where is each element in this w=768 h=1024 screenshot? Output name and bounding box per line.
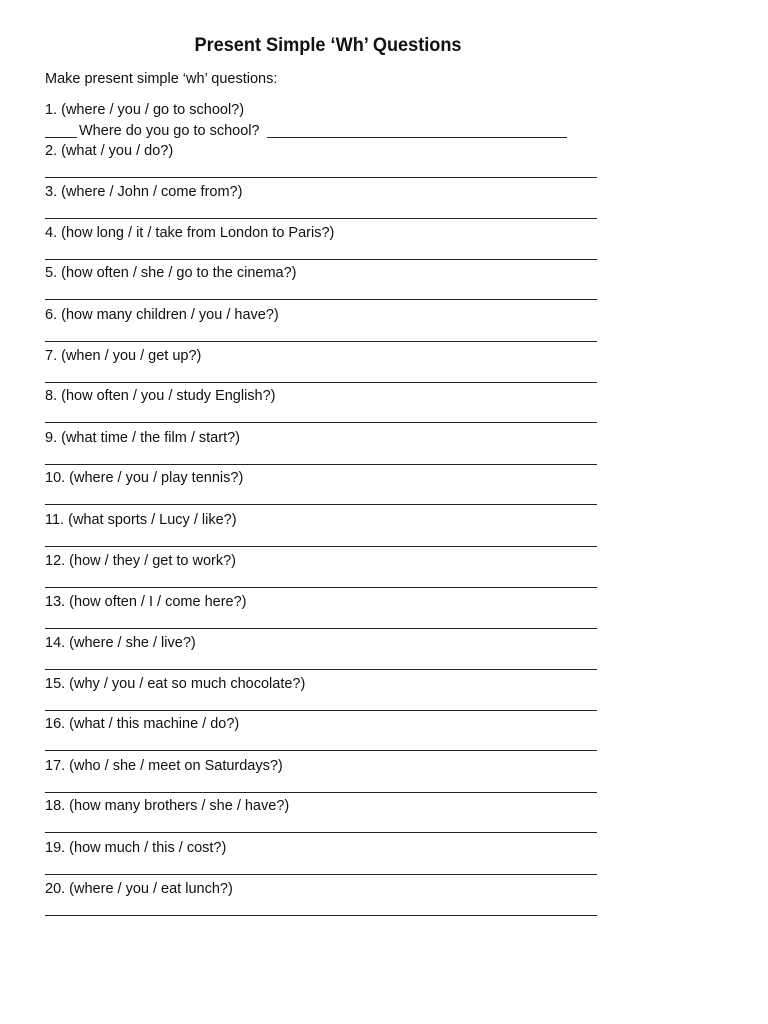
question-17: 17. (who / she / meet on Saturdays?)	[45, 758, 283, 774]
answer-line-20[interactable]	[45, 915, 597, 916]
question-8: 8. (how often / you / study English?)	[45, 388, 276, 404]
example-answer-lead-line	[45, 137, 77, 138]
answer-line-9[interactable]	[45, 464, 597, 465]
question-19: 19. (how much / this / cost?)	[45, 840, 227, 856]
answer-line-10[interactable]	[45, 504, 597, 505]
question-4: 4. (how long / it / take from London to Paris?)	[45, 225, 335, 241]
question-6: 6. (how many children / you / have?)	[45, 307, 279, 323]
answer-line-7[interactable]	[45, 382, 597, 383]
answer-line-12[interactable]	[45, 587, 597, 588]
question-1: 1. (where / you / go to school?)	[45, 102, 245, 118]
question-3: 3. (where / John / come from?)	[45, 184, 243, 200]
answer-line-18[interactable]	[45, 832, 597, 833]
question-11: 11. (what sports / Lucy / like?)	[45, 512, 237, 528]
worksheet-instruction: Make present simple ‘wh’ questions:	[45, 71, 278, 87]
answer-line-16[interactable]	[45, 750, 597, 751]
answer-line-2[interactable]	[45, 177, 597, 178]
question-7: 7. (when / you / get up?)	[45, 348, 202, 364]
question-12: 12. (how / they / get to work?)	[45, 553, 237, 569]
example-answer-trail-line	[267, 137, 567, 138]
question-20: 20. (where / you / eat lunch?)	[45, 881, 233, 897]
question-15: 15. (why / you / eat so much chocolate?)	[45, 676, 306, 692]
question-9: 9. (what time / the film / start?)	[45, 430, 240, 446]
question-16: 16. (what / this machine / do?)	[45, 716, 240, 732]
answer-line-8[interactable]	[45, 422, 597, 423]
question-18: 18. (how many brothers / she / have?)	[45, 798, 290, 814]
question-5: 5. (how often / she / go to the cinema?)	[45, 265, 297, 281]
worksheet-title: Present Simple ‘Wh’ Questions	[194, 34, 462, 56]
answer-line-15[interactable]	[45, 710, 597, 711]
answer-line-3[interactable]	[45, 218, 597, 219]
answer-line-6[interactable]	[45, 341, 597, 342]
answer-line-14[interactable]	[45, 669, 597, 670]
question-10: 10. (where / you / play tennis?)	[45, 470, 244, 486]
answer-line-13[interactable]	[45, 628, 597, 629]
question-2: 2. (what / you / do?)	[45, 143, 174, 159]
answer-line-11[interactable]	[45, 546, 597, 547]
answer-line-19[interactable]	[45, 874, 597, 875]
example-answer: Where do you go to school?	[79, 123, 260, 139]
question-13: 13. (how often / I / come here?)	[45, 594, 247, 610]
answer-line-5[interactable]	[45, 299, 597, 300]
answer-line-17[interactable]	[45, 792, 597, 793]
question-14: 14. (where / she / live?)	[45, 635, 196, 651]
answer-line-4[interactable]	[45, 259, 597, 260]
